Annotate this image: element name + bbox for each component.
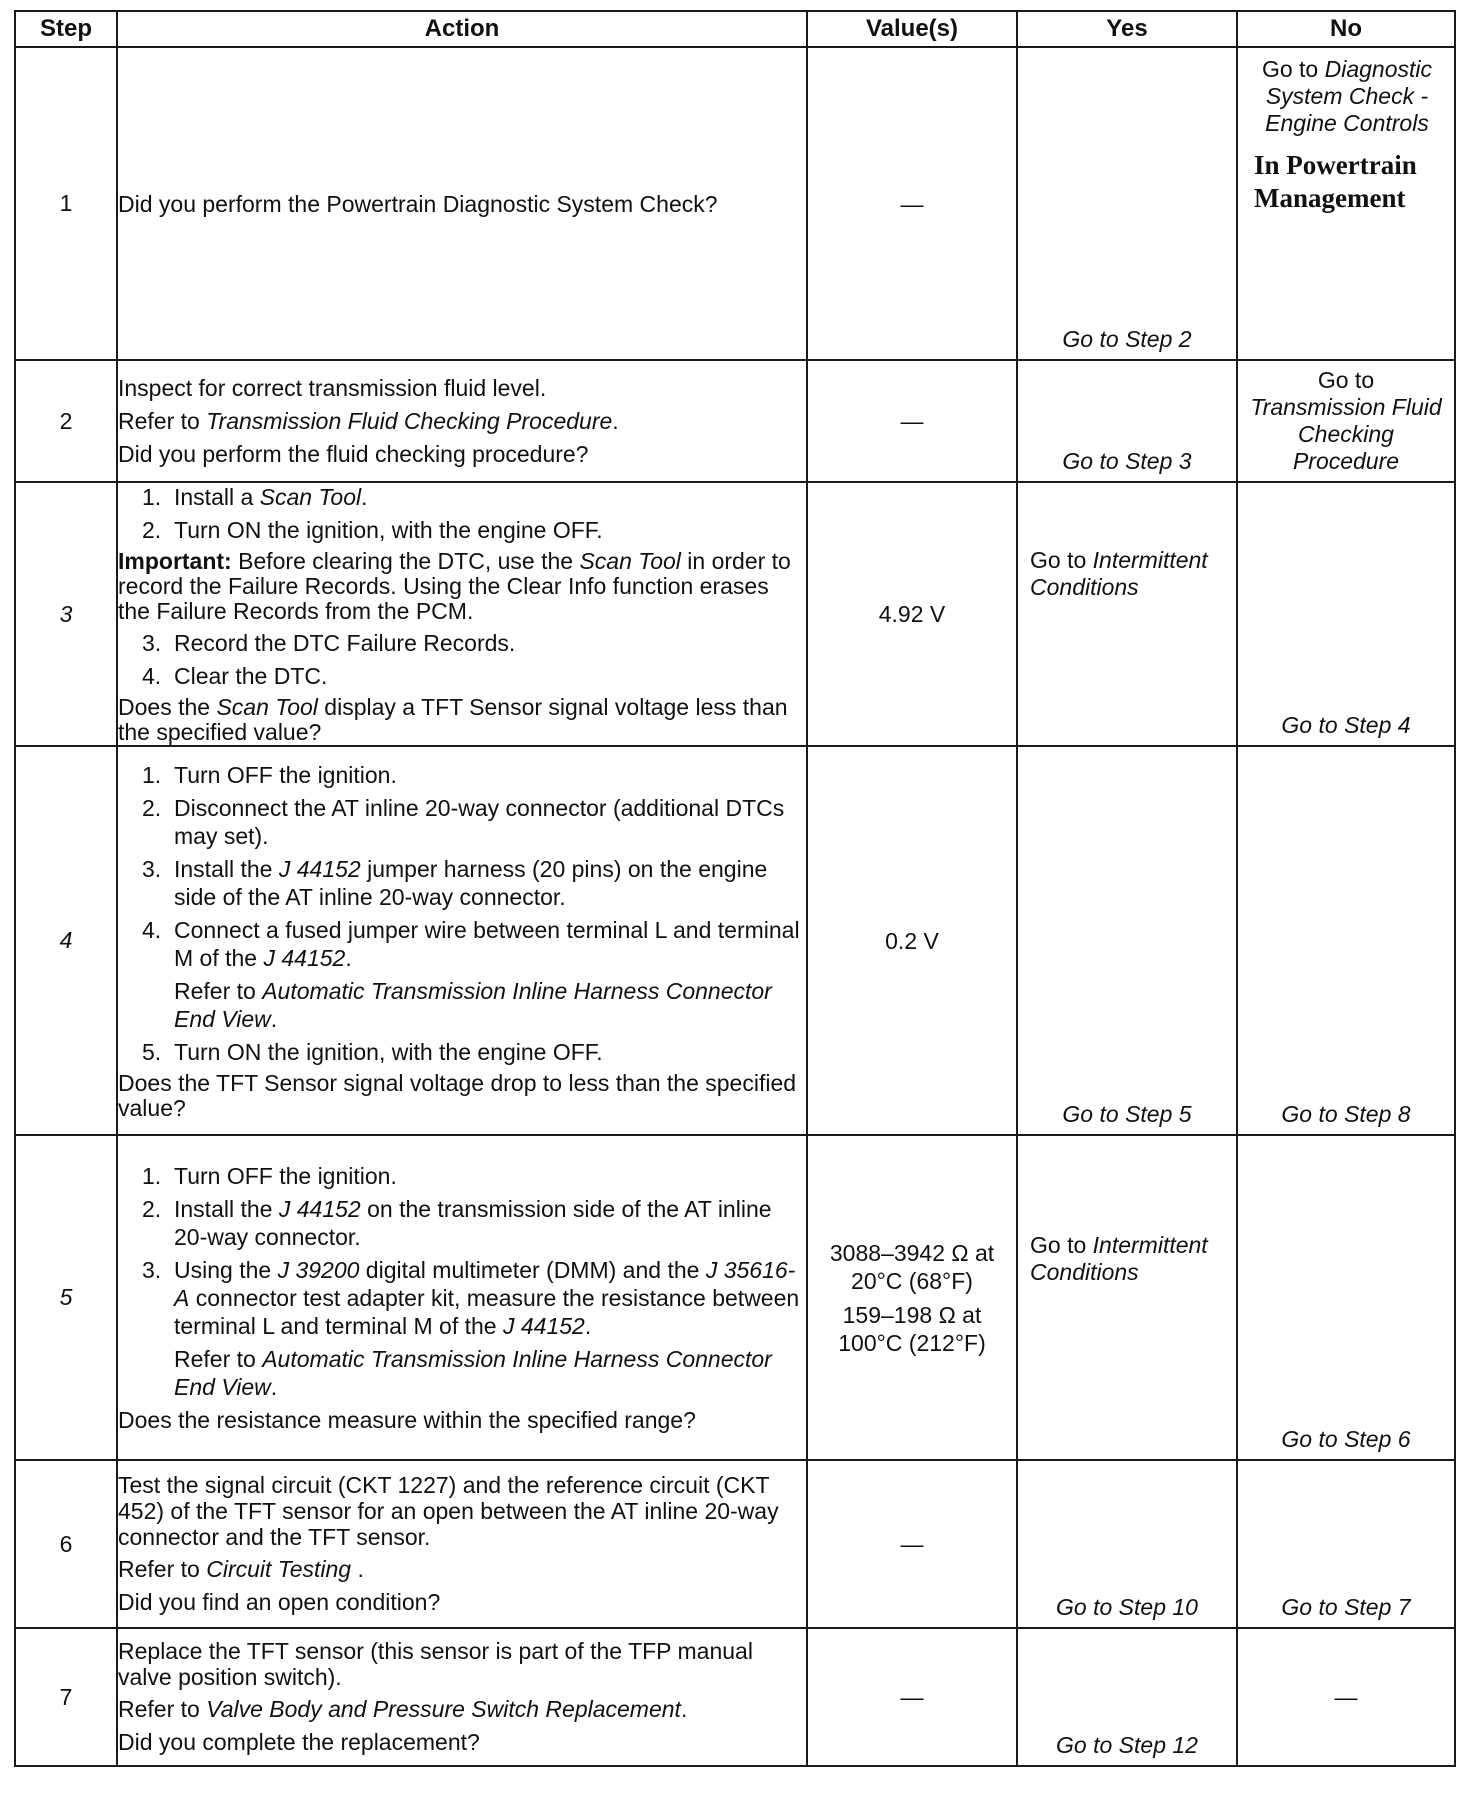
no-goto-note: In Powertrain Management [1254,150,1417,213]
yes-goto[interactable] [1030,1232,1232,1286]
yes-goto-link[interactable]: Go to Step 10 [1056,1594,1198,1620]
step-number: 6 [15,1460,117,1628]
question-text: Does the [118,694,217,720]
item-text: digital multimeter (DMM) and the [359,1256,706,1283]
value-cell: 0.2 V [807,746,1017,1135]
item-text: Install a [174,484,260,510]
item-text: Install the [174,855,279,882]
table-row [15,1628,1455,1766]
no-goto[interactable] [1238,361,1454,481]
refer-suffix: . [351,1556,364,1582]
item-text: Install the [174,1195,279,1222]
no-cell [1237,482,1455,746]
action-refer [118,1695,806,1723]
value-cell: — [807,360,1017,482]
action-item: 1. Install a Scan Tool. [142,484,368,510]
header-no: No [1237,11,1455,47]
yes-goto-link[interactable]: Intermittent Conditions [1030,547,1208,600]
action-item: 2. Disconnect the AT inline 20-way connector (additional DTCs may set). [142,794,785,849]
item-text: Disconnect the AT inline 20-way connector (additional DTCs may set). [174,794,785,849]
item-text: . [361,484,368,510]
refer-link[interactable]: Automatic Transmission Inline Harness Connector End View [174,977,772,1032]
refer-prefix: Refer to [174,1345,263,1372]
value-cell: 4.92 V [807,482,1017,746]
tool-link[interactable]: J 39200 [277,1256,360,1283]
step-number: 3 [15,482,117,746]
refer-prefix: Refer to [174,977,263,1004]
header-values: Value(s) [807,11,1017,47]
table-row [15,1135,1455,1460]
value-cell [807,1135,1017,1460]
table-row [15,482,1455,746]
no-goto-link[interactable]: Go to Step 7 [1281,1594,1411,1620]
action-item: 3. Record the DTC Failure Records. [142,630,516,656]
refer-link[interactable]: Circuit Testing [206,1556,352,1582]
action-item: 4. Clear the DTC. [142,663,328,689]
table-row [15,1460,1455,1628]
refer-prefix: Refer to [118,1696,207,1722]
step-number: 7 [15,1628,117,1766]
yes-goto[interactable] [1030,547,1232,601]
no-goto-link[interactable]: Transmission Fluid Checking Procedure [1250,394,1442,474]
diagnostic-table [14,10,1456,1767]
action-cell [117,47,807,360]
tool-link[interactable]: J 44152 [278,1195,361,1222]
action-refer [118,407,806,435]
yes-goto-link[interactable]: Go to Step 2 [1062,326,1192,352]
yes-goto-link[interactable]: Go to Step 3 [1062,448,1192,474]
table-row [15,746,1455,1135]
value-range: 159–198 Ω at 100°C (212°F) [838,1301,986,1356]
action-question: Did you complete the replacement? [118,1729,480,1755]
refer-prefix: Refer to [118,1556,207,1582]
action-item: 3. Install the J 44152 jumper harness (20 pins) on the engine side of the AT inline 20-way connector. [142,855,768,910]
item-text: Turn OFF the ignition. [174,761,397,788]
refer-suffix: . [270,1005,278,1032]
tool-link[interactable]: J 44152 [278,855,361,882]
action-item: 2. Turn ON the ignition, with the engine OFF. [142,517,603,543]
item-text: Turn OFF the ignition. [174,1162,397,1189]
action-question: Does the TFT Sensor signal voltage drop to less than the specified value? [118,1069,797,1121]
item-text: . [584,1312,592,1339]
no-goto-link[interactable]: Go to Step 6 [1281,1426,1411,1452]
action-item: 1. Turn OFF the ignition. [142,1162,397,1189]
no-cell [1237,360,1455,482]
refer-suffix: . [612,408,619,434]
action-refer [118,1345,806,1401]
table-header-row [15,11,1455,47]
table-row [15,47,1455,360]
no-cell [1237,1135,1455,1460]
refer-link[interactable]: Valve Body and Pressure Switch Replacement [206,1696,681,1722]
item-text: on the transmission side of the AT inline 20-way connector. [174,1195,772,1250]
refer-prefix: Refer to [118,408,207,434]
no-cell [1237,746,1455,1135]
action-cell [117,1460,807,1628]
value-cell: — [807,1460,1017,1628]
tool-link[interactable]: Scan Tool [216,694,318,720]
step-number: 4 [15,746,117,1135]
refer-suffix: . [270,1373,278,1400]
action-item: 2. Install the J 44152 on the transmission side of the AT inline 20-way connector. [142,1195,772,1250]
tool-link[interactable]: J 44152 [263,944,346,971]
action-question: Does the resistance measure within the specified range? [118,1406,696,1433]
action-question [118,695,806,745]
action-cell [117,746,807,1135]
action-cell [117,1135,807,1460]
action-refer [118,977,806,1033]
action-cell [117,482,807,746]
action-item: 3. Using the J 39200 digital multimeter (DMM) and the J 35616-A connector test adapter kit, measure the resistance between terminal L and terminal M of the J 44152. [142,1256,800,1339]
yes-cell [1017,482,1237,746]
note-text: in order to record the Failure Records. Using the Clear Info function erases the Failure Records from the PCM. [118,548,791,624]
yes-cell [1017,1628,1237,1766]
no-goto[interactable] [1244,56,1450,215]
action-line: Test the signal circuit (CKT 1227) and the reference circuit (CKT 452) of the TFT sensor for an open between the AT inline 20-way connector and the TFT sensor. [118,1472,779,1550]
yes-goto-link[interactable]: Go to Step 12 [1056,1732,1198,1758]
no-goto-link[interactable]: Go to Step 4 [1281,712,1411,738]
action-item: 1. Turn OFF the ignition. [142,761,397,788]
no-goto-prefix: Go to [1261,56,1325,82]
action-refer [118,1555,806,1583]
action-cell [117,1628,807,1766]
item-text: Using the [174,1256,278,1283]
important-note [118,549,806,624]
action-question: Did you perform the fluid checking procedure? [118,441,589,467]
value-range: 3088–3942 Ω at 20°C (68°F) [829,1239,995,1294]
no-goto-link[interactable]: Go to Step 8 [1281,1101,1411,1127]
item-text: Connect a fused jumper wire between terminal L and terminal M of the [174,916,800,971]
tool-link[interactable]: J 44152 [502,1312,585,1339]
refer-link[interactable]: Automatic Transmission Inline Harness Connector End View [174,1345,772,1400]
item-text: . [345,944,352,971]
action-item: 5. Turn ON the ignition, with the engine OFF. [142,1038,603,1065]
question-text: display a TFT Sensor signal voltage less than the specified value? [118,694,788,745]
yes-goto-link[interactable]: Intermittent Conditions [1030,1232,1208,1285]
yes-cell [1017,360,1237,482]
no-cell [1237,1460,1455,1628]
note-text: Before clearing the DTC, use the [231,548,580,574]
item-text: Turn ON the ignition, with the engine OFF. [174,1038,603,1065]
header-yes: Yes [1017,11,1237,47]
item-text: connector test adapter kit, measure the resistance between terminal L and terminal M of the [174,1284,800,1339]
item-text: Clear the DTC. [174,663,328,689]
no-goto-prefix: Go to [1317,367,1375,393]
header-action: Action [117,11,807,47]
important-label: Important: [118,548,232,574]
item-text: Turn ON the ignition, with the engine OFF. [174,517,603,543]
tool-link[interactable]: Scan Tool [259,484,362,510]
step-number: 5 [15,1135,117,1460]
yes-cell [1017,1135,1237,1460]
action-line: Inspect for correct transmission fluid level. [118,375,547,401]
item-text: jumper harness (20 pins) on the engine side of the AT inline 20-way connector. [174,855,768,910]
item-text: Record the DTC Failure Records. [174,630,516,656]
yes-goto-prefix: Go to [1030,1232,1093,1258]
header-step: Step [15,11,117,47]
step-number: 2 [15,360,117,482]
yes-goto-prefix: Go to [1030,547,1093,573]
tool-link[interactable]: J 35616-A [174,1256,796,1311]
no-cell [1237,47,1455,360]
refer-link[interactable]: Transmission Fluid Checking Procedure [206,408,613,434]
yes-goto-link[interactable]: Go to Step 5 [1062,1101,1192,1127]
yes-cell [1017,746,1237,1135]
action-cell [117,360,807,482]
action-question: Did you perform the Powertrain Diagnostic System Check? [118,190,718,217]
yes-cell [1017,47,1237,360]
refer-suffix: . [680,1696,688,1722]
yes-cell [1017,1460,1237,1628]
value-cell: — [807,1628,1017,1766]
action-question: Did you find an open condition? [118,1589,441,1615]
no-cell: — [1237,1628,1455,1766]
action-line: Replace the TFT sensor (this sensor is part of the TFP manual valve position switch). [118,1638,753,1690]
table-row [15,360,1455,482]
step-number: 1 [15,47,117,360]
no-goto-link[interactable]: Diagnostic System Check - Engine Controls [1265,56,1433,136]
tool-link[interactable]: Scan Tool [579,548,681,574]
action-item: 4. Connect a fused jumper wire between terminal L and terminal M of the J 44152. [142,916,800,971]
value-cell: — [807,47,1017,360]
